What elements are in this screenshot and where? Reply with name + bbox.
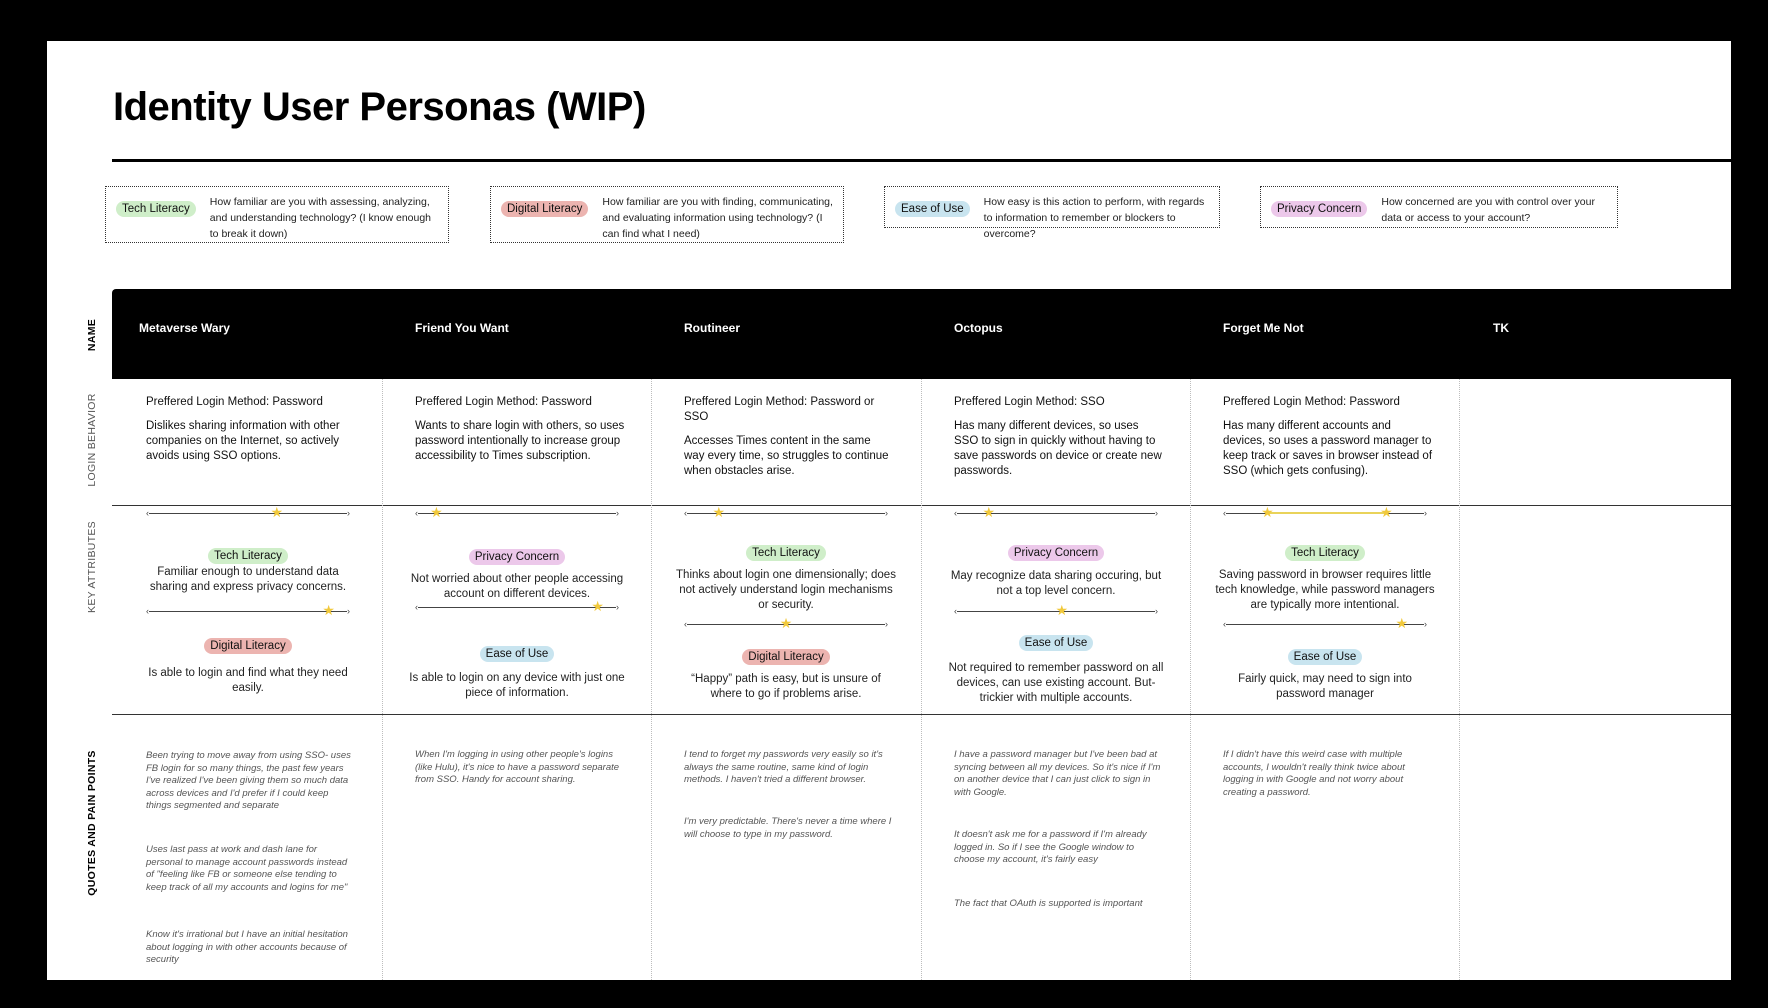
row-label-text: LOGIN BEHAVIOR xyxy=(86,393,98,487)
legend-description: How familiar are you with assessing, analyzing, and understanding technology? (I know enough to break it down) xyxy=(209,196,432,240)
star-icon: ★ xyxy=(430,504,443,520)
attribute-description: Is able to login on any device with just one piece of information. xyxy=(409,672,625,699)
scale-right-arrow-icon: › xyxy=(1424,508,1427,518)
legend-description: How familiar are you with finding, communicating, and evaluating information using technology? (I can find what I need) xyxy=(602,196,833,240)
attribute-tag: Tech Literacy xyxy=(1285,545,1365,561)
scale-range-fill xyxy=(1267,512,1386,514)
persona-name: Metaverse Wary xyxy=(139,321,230,335)
attribute-tag: Digital Literacy xyxy=(742,649,829,665)
attribute-tag: Privacy Concern xyxy=(469,549,565,565)
login-behavior-description: Accesses Times content in the same way every time, so struggles to continue when obstacles arise. xyxy=(684,435,889,477)
star-icon: ★ xyxy=(1055,602,1069,618)
row-label-text: KEY ATTRIBUTES xyxy=(86,521,98,613)
persona-name: Octopus xyxy=(954,321,1003,335)
attribute-scale xyxy=(1223,615,1427,631)
attribute-tag: Ease of Use xyxy=(1019,635,1094,651)
attribute-tag-wrap xyxy=(684,647,888,665)
attribute-scale xyxy=(954,602,1158,618)
login-behavior-description: Wants to share login with others, so uses password intentionally to increase group accessibility to Times subscription. xyxy=(415,420,625,462)
legend-description: How concerned are you with control over your data or access to your account? xyxy=(1381,196,1595,224)
scale-left-arrow-icon: ‹ xyxy=(684,619,687,629)
star-icon: ★ xyxy=(1380,504,1393,520)
row-label-text: QUOTES AND PAIN POINTS xyxy=(86,750,98,896)
scale-right-arrow-icon: › xyxy=(885,508,888,518)
column-divider xyxy=(1459,379,1460,980)
scale-left-arrow-icon: ‹ xyxy=(954,606,957,616)
login-behavior-description: Has many different devices, so uses SSO to sign in quickly without having to save passwords on device or create new passwords. xyxy=(954,420,1162,477)
scale-track xyxy=(418,607,616,608)
attribute-tag: Ease of Use xyxy=(480,646,555,662)
attribute-tag: Tech Literacy xyxy=(746,545,826,561)
scale-right-arrow-icon: › xyxy=(347,606,350,616)
scale-left-arrow-icon: ‹ xyxy=(954,508,957,518)
attribute-description: Not required to remember password on all devices, can use existing account. But- trickier with multiple accounts. xyxy=(948,662,1164,704)
star-icon: ★ xyxy=(1261,504,1274,520)
attribute-description: “Happy” path is easy, but is unsure of where to go if problems arise. xyxy=(691,673,881,700)
row-label-text: NAME xyxy=(86,318,98,352)
attribute-tag: Ease of Use xyxy=(1288,649,1363,665)
attribute-tag-wrap xyxy=(415,547,619,565)
quote: I have a password manager but I've been bad at syncing between all my devices. So it's nice if I'm on another device that I can just click to sign in with Google. xyxy=(954,749,1161,798)
attribute-tag-wrap xyxy=(1223,647,1427,665)
scale-left-arrow-icon: ‹ xyxy=(146,508,149,518)
attribute-scale xyxy=(146,504,350,520)
attribute-description: Fairly quick, may need to sign into password manager xyxy=(1238,673,1412,700)
star-icon: ★ xyxy=(322,602,335,618)
star-icon: ★ xyxy=(591,598,604,614)
preferred-login-method: Preffered Login Method: Password or SSO xyxy=(684,396,875,423)
login-behavior-description: Dislikes sharing information with other companies on the Internet, so actively avoids using SSO options. xyxy=(146,420,340,462)
legend-tech-literacy xyxy=(105,186,449,243)
scale-track xyxy=(149,513,347,514)
quote: Know it's irrational but I have an initial hesitation about logging in with other accounts because of security xyxy=(146,929,348,965)
attribute-tag-wrap xyxy=(684,543,888,561)
legend-tag: Tech Literacy xyxy=(116,201,196,217)
attribute-description: Familiar enough to understand data sharing and express privacy concerns. xyxy=(149,566,347,593)
star-icon: ★ xyxy=(270,504,284,520)
persona-board xyxy=(47,41,1731,980)
scale-left-arrow-icon: ‹ xyxy=(1223,619,1226,629)
scale-right-arrow-icon: › xyxy=(616,508,619,518)
quote: It doesn't ask me for a password if I'm already logged in. So if I see the Google window to choose my account, it's fairly easy xyxy=(954,829,1147,865)
attribute-description: Is able to login and find what they need easily. xyxy=(148,667,348,694)
scale-right-arrow-icon: › xyxy=(1155,606,1158,616)
attribute-description: Saving password in browser requires little tech knowledge, while password managers are typically more intentional. xyxy=(1215,569,1435,611)
legend-privacy-concern xyxy=(1260,186,1618,228)
preferred-login-method: Preffered Login Method: Password xyxy=(415,396,592,408)
attribute-tag-wrap xyxy=(1223,543,1427,561)
attribute-scale xyxy=(684,615,888,631)
quote: I tend to forget my passwords very easily so it's always the same routine, same kind of login methods. I haven't tried a different browser. xyxy=(684,749,883,785)
scale-left-arrow-icon: ‹ xyxy=(146,606,149,616)
attribute-scale xyxy=(954,504,1158,520)
scale-left-arrow-icon: ‹ xyxy=(1223,508,1226,518)
preferred-login-method: Preffered Login Method: SSO xyxy=(954,396,1105,408)
legend-digital-literacy xyxy=(490,186,844,243)
scale-right-arrow-icon: › xyxy=(1424,619,1427,629)
attribute-scale xyxy=(146,602,350,618)
legend-description: How easy is this action to perform, with regards to information to remember or blockers to overcome? xyxy=(983,196,1205,240)
attribute-scale xyxy=(1223,504,1427,520)
star-icon: ★ xyxy=(779,615,793,631)
star-icon: ★ xyxy=(712,504,726,520)
attribute-description: May recognize data sharing occuring, but not a top level concern. xyxy=(950,570,1162,597)
attribute-tag-wrap xyxy=(954,633,1158,651)
persona-name: Friend You Want xyxy=(415,321,509,335)
attribute-tag-wrap xyxy=(415,644,619,662)
scale-left-arrow-icon: ‹ xyxy=(415,602,418,612)
page-title: Identity User Personas (WIP) xyxy=(113,85,646,129)
quote: When I'm logging in using other people's logins (like Hulu), it's nice to have a password separate from SSO. Handy for account sharing. xyxy=(415,749,620,785)
scale-left-arrow-icon: ‹ xyxy=(684,508,687,518)
column-divider xyxy=(382,379,383,980)
quote: I'm very predictable. There's never a time where I will choose to type in my password. xyxy=(684,816,892,840)
persona-name: Routineer xyxy=(684,321,741,335)
persona-name-header xyxy=(112,289,1731,379)
star-icon: ★ xyxy=(982,504,996,520)
attribute-tag: Digital Literacy xyxy=(204,638,291,654)
persona-name: Forget Me Not xyxy=(1223,321,1304,335)
login-behavior-description: Has many different accounts and devices, so uses a password manager to keep track or saves in browser instead of SSO (which gets confusing). xyxy=(1223,420,1433,477)
scale-right-arrow-icon: › xyxy=(1155,508,1158,518)
legend-tag: Privacy Concern xyxy=(1271,201,1367,217)
scale-track xyxy=(149,611,347,612)
attribute-description: Not worried about other people accessing account on different devices. xyxy=(410,573,624,600)
attribute-scale xyxy=(415,598,619,614)
star-icon: ★ xyxy=(1395,615,1409,631)
persona-name: TK xyxy=(1493,321,1509,335)
attribute-tag: Privacy Concern xyxy=(1008,545,1104,561)
quote: Uses last pass at work and dash lane for personal to manage account passwords instead of "feeling like FB or someone else tending to keep track of all my accounts and logins for me" xyxy=(146,844,348,893)
legend-ease-of-use xyxy=(884,186,1220,240)
legend-tag: Digital Literacy xyxy=(501,201,588,217)
attribute-tag: Tech Literacy xyxy=(208,548,288,564)
attribute-tag-wrap xyxy=(146,636,350,654)
scale-left-arrow-icon: ‹ xyxy=(415,508,418,518)
attribute-description: Thinks about login one dimensionally; does not actively understand login mechanisms or security. xyxy=(676,569,896,611)
quote: Been trying to move away from using SSO- uses FB login for so many things, the past few years I've realized I've been giving them so much data across devices and I'd prefer if I could keep things segmented and separate xyxy=(146,750,351,811)
scale-right-arrow-icon: › xyxy=(616,602,619,612)
scale-track xyxy=(418,513,616,514)
quote: If I didn't have this weird case with multiple accounts, I wouldn't really think twice about logging in with Google and not worry about creating a password. xyxy=(1223,749,1405,798)
preferred-login-method: Preffered Login Method: Password xyxy=(146,396,323,408)
column-divider xyxy=(651,379,652,980)
attribute-tag-wrap xyxy=(146,546,350,564)
scale-right-arrow-icon: › xyxy=(347,508,350,518)
scale-right-arrow-icon: › xyxy=(885,619,888,629)
legend-tag: Ease of Use xyxy=(895,201,970,217)
attribute-scale xyxy=(415,504,619,520)
column-divider xyxy=(1190,379,1191,980)
attribute-scale xyxy=(684,504,888,520)
title-divider xyxy=(112,159,1731,162)
attribute-tag-wrap xyxy=(954,543,1158,561)
column-divider xyxy=(921,379,922,980)
quote: The fact that OAuth is supported is important xyxy=(954,898,1143,909)
preferred-login-method: Preffered Login Method: Password xyxy=(1223,396,1400,408)
